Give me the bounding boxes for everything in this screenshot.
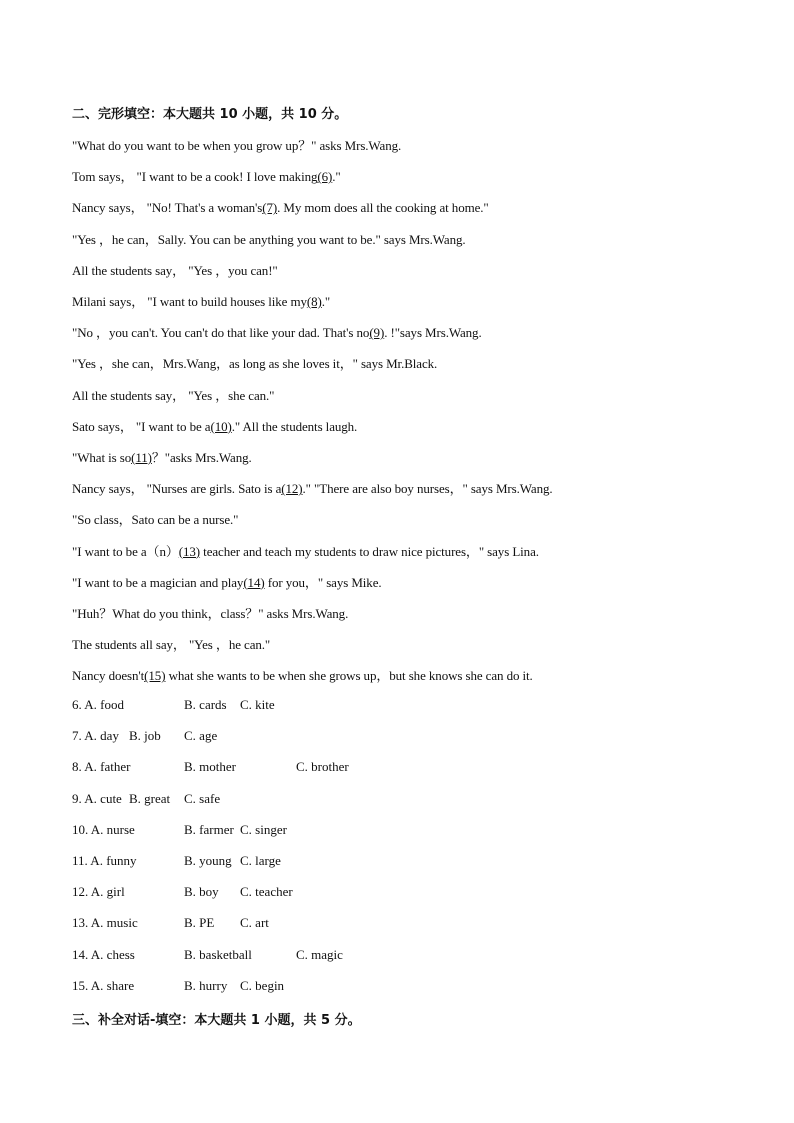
- option-a: 12. A. girl: [72, 884, 125, 900]
- blank-number: (7): [262, 200, 278, 216]
- passage-text: Nancy says， "Nurses are girls. Sato is a: [72, 481, 282, 497]
- option-b: B. mother: [184, 759, 236, 775]
- blank-number: (9): [369, 325, 385, 341]
- passage-line: [72, 416, 357, 435]
- section3-heading: 三、补全对话-填空：本大题共 1 小题，共 5 分。: [72, 1013, 361, 1028]
- option-b: B. young: [184, 853, 232, 868]
- passage-text: ." "There are also boy nurses，" says Mrs.Wang.: [302, 481, 553, 497]
- option-a: 9. A. cute: [72, 790, 122, 806]
- option-b: B. hurry: [184, 977, 228, 993]
- passage-line: [72, 478, 553, 497]
- option-c: C. brother: [296, 759, 349, 775]
- passage-text: All the students say， "Yes ，you can!": [72, 262, 278, 278]
- blank-number: (6): [317, 169, 333, 185]
- blank-number: (13): [178, 543, 201, 559]
- option-c: C. art: [240, 915, 269, 931]
- passage-text: "I want to be a（n）: [72, 543, 179, 559]
- passage-text: "No ，you can't. You can't do that like your dad. That's no: [72, 325, 370, 341]
- option-a: 10. A. nurse: [72, 821, 135, 837]
- passage-text: what she wants to be when she grows up，but she knows she can do it.: [165, 668, 533, 684]
- passage-line: [72, 541, 539, 560]
- passage-line: [72, 603, 348, 622]
- option-a: 6. A. food: [72, 697, 124, 712]
- option-a: 11. A. funny: [72, 853, 137, 868]
- option-c: C. age: [184, 728, 218, 744]
- passage-text: "Yes ，he can，Sally. You can be anything you want to be." says Mrs.Wang.: [72, 231, 466, 247]
- passage-line: [72, 135, 401, 154]
- option-c: C. magic: [296, 946, 343, 962]
- passage-line: [72, 197, 489, 216]
- passage-line: [72, 665, 533, 684]
- passage-text: "What is so: [72, 450, 132, 465]
- passage-text: "Yes ，she can，Mrs.Wang，as long as she loves it，" says Mr.Black.: [72, 356, 438, 372]
- passage-text: Sato says， "I want to be a: [72, 418, 211, 434]
- passage-text: Tom says， "I want to be a cook! I love making: [72, 169, 318, 185]
- option-b: B. great: [129, 790, 171, 806]
- passage-line: [72, 166, 341, 185]
- option-a: 7. A. day: [72, 728, 119, 744]
- blank-number: (10): [210, 418, 232, 434]
- passage-text: "So class，Sato can be a nurse.": [72, 512, 239, 528]
- passage-text: The students all say， "Yes ，he can.": [72, 637, 271, 653]
- passage-text: "Huh？What do you think，class？" asks Mrs.Wang.: [72, 606, 349, 621]
- passage-text: "What do you want to be when you grow up？" asks Mrs.Wang.: [72, 138, 402, 153]
- passage-text: ？"asks Mrs.Wang.: [151, 450, 252, 465]
- passage-text: .": [321, 294, 331, 309]
- passage-text: ." All the students laugh.: [231, 418, 358, 434]
- passage-line: [72, 291, 330, 310]
- option-b: B. farmer: [184, 821, 234, 837]
- passage-text: Nancy doesn't: [72, 668, 145, 684]
- passage-text: "I want to be a magician and play: [72, 574, 244, 590]
- passage-text: . My mom does all the cooking at home.": [277, 200, 489, 216]
- option-a: 14. A. chess: [72, 946, 135, 962]
- passage-line: [72, 572, 382, 591]
- passage-text: . !"says Mrs.Wang.: [384, 325, 482, 341]
- passage-text: Nancy says， "No! That's a woman's: [72, 200, 263, 216]
- blank-number: (8): [306, 294, 322, 309]
- passage-text: .": [332, 169, 341, 185]
- option-a: 15. A. share: [72, 977, 135, 993]
- passage-line: [72, 447, 252, 466]
- passage-line: [72, 322, 482, 341]
- passage-text: for you，" says Mike.: [264, 574, 382, 590]
- option-b: B. job: [129, 728, 161, 744]
- blank-number: (11): [131, 450, 152, 465]
- option-c: C. begin: [240, 977, 285, 993]
- passage-line: [72, 385, 274, 404]
- section2-heading: 二、完形填空：本大题共 10 小题，共 10 分。: [72, 107, 348, 122]
- option-b: B. cards: [184, 697, 227, 712]
- option-a: 13. A. music: [72, 915, 138, 931]
- blank-number: (14): [243, 574, 265, 590]
- option-c: C. singer: [240, 821, 287, 837]
- option-c: C. teacher: [240, 884, 293, 900]
- passage-text: teacher and teach my students to draw nice pictures，" says Lina.: [200, 543, 539, 559]
- option-c: C. safe: [184, 790, 221, 806]
- option-a: 8. A. father: [72, 759, 131, 775]
- passage-text: Milani says， "I want to build houses like my: [72, 294, 307, 309]
- passage-line: [72, 634, 270, 653]
- blank-number: (15): [144, 668, 166, 684]
- option-b: B. PE: [184, 915, 215, 931]
- passage-line: [72, 260, 278, 279]
- passage-line: [72, 353, 437, 372]
- option-b: B. basketball: [184, 946, 252, 962]
- option-c: C. large: [240, 853, 281, 868]
- blank-number: (12): [281, 481, 303, 497]
- option-c: C. kite: [240, 697, 275, 712]
- passage-text: All the students say， "Yes ，she can.": [72, 387, 275, 403]
- passage-line: [72, 229, 466, 248]
- option-b: B. boy: [184, 884, 219, 900]
- passage-line: [72, 509, 238, 528]
